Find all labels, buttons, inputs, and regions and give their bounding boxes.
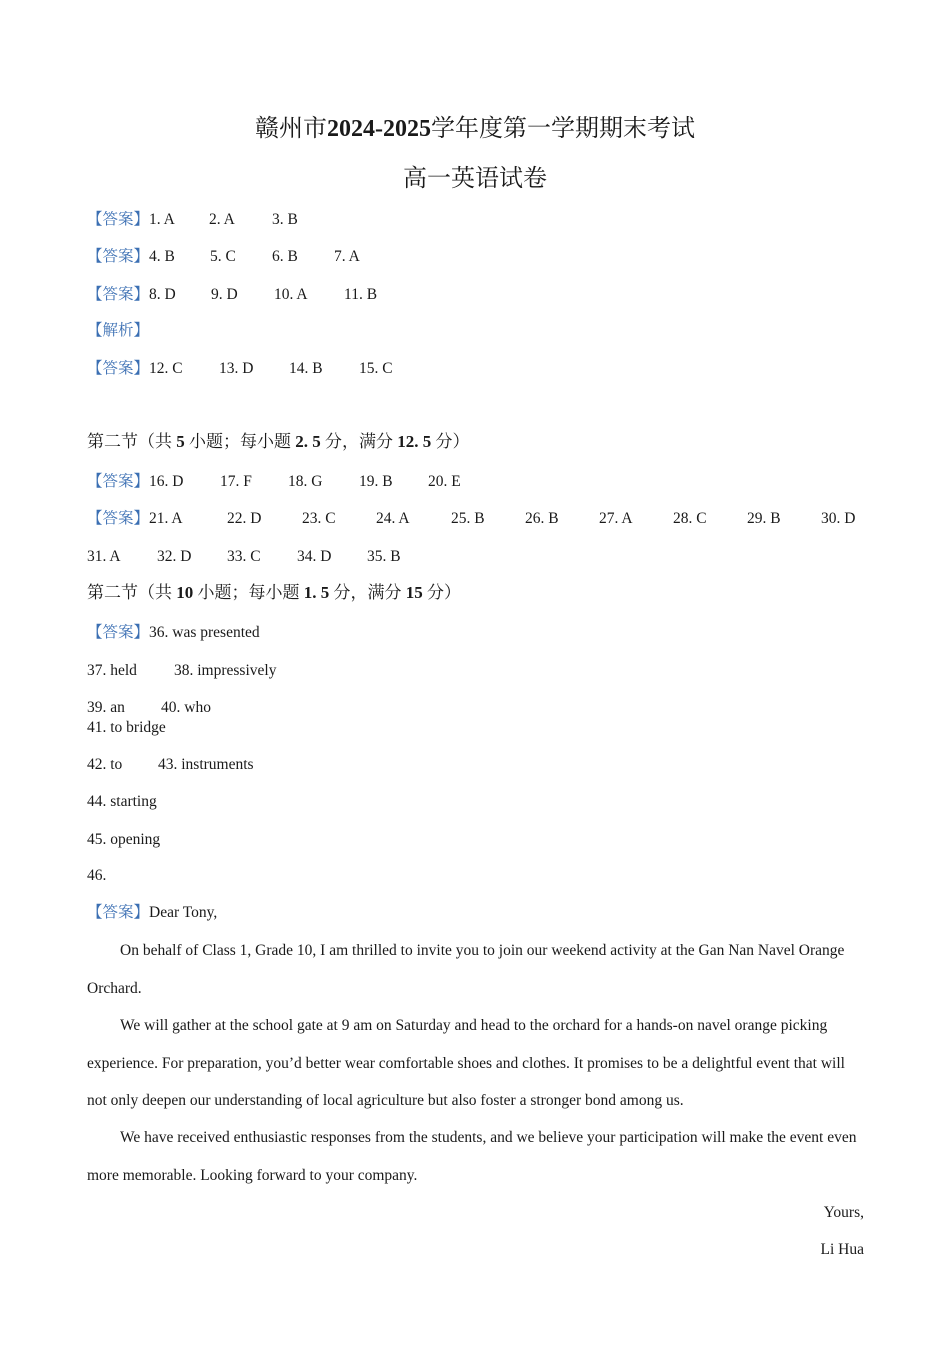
- answer-tag: 【答案】: [87, 510, 150, 527]
- answer-item: 28. C: [673, 510, 707, 527]
- fill-row-39: [87, 698, 211, 718]
- answer-item: 21. A: [149, 510, 183, 527]
- answer-item: 8. D: [149, 286, 176, 303]
- answer-item: 36. was presented: [149, 624, 260, 641]
- letter-paragraph-3: We have received enthusiastic responses from the students, and we believe your participation will make the event even more memorable. Looking forward to your company.: [87, 1129, 857, 1184]
- answer-item: 9. D: [211, 286, 238, 303]
- answer-item: 18. G: [288, 473, 323, 490]
- fill-row-45: [87, 830, 160, 850]
- answer-item: 6. B: [272, 248, 298, 265]
- answer-item: 42. to: [87, 756, 123, 773]
- answer-tag: 【答案】: [87, 360, 150, 377]
- answer-item: 46.: [87, 867, 107, 884]
- answer-item: 45. opening: [87, 831, 161, 848]
- answer-item: 7. A: [334, 248, 360, 265]
- letter-paragraph-1: On behalf of Class 1, Grade 10, I am thrilled to invite you to join our weekend activity at the Gan Nan Navel Orange Orchard.: [87, 942, 845, 997]
- answer-item: 25. B: [451, 510, 485, 527]
- answer-row-6: [87, 509, 855, 529]
- answer-item: 11. B: [344, 286, 378, 303]
- section-heading-a: 第二节（共 5 小题；每小题 2. 5 分，满分 12. 5 分）: [87, 432, 470, 451]
- answer-tag: 【答案】: [87, 211, 150, 228]
- answer-item: 4. B: [149, 248, 175, 265]
- answer-item: 2. A: [209, 211, 235, 228]
- answer-item: 30. D: [821, 510, 856, 527]
- answer-tag: 【答案】: [87, 624, 150, 641]
- fill-row-37: [87, 661, 276, 681]
- letter-greeting: 【答案】Dear Tony,: [87, 904, 218, 921]
- answer-item: 16. D: [149, 473, 184, 490]
- answer-item: 37. held: [87, 662, 137, 679]
- answer-row-7: [87, 547, 401, 567]
- answer-item: 44. starting: [87, 793, 157, 810]
- letter-signature: Li Hua: [820, 1241, 864, 1258]
- answer-tag: 【答案】: [87, 286, 150, 303]
- answer-item: 12. C: [149, 360, 183, 377]
- page-title: 赣州市2024-2025学年度第一学期期末考试: [255, 116, 695, 142]
- answer-row-1: [87, 210, 298, 230]
- answer-row-2: [87, 247, 360, 267]
- answer-item: 13. D: [219, 360, 254, 377]
- fill-row-44: [87, 792, 157, 812]
- answer-item: 29. B: [747, 510, 781, 527]
- answer-item: 43. instruments: [158, 756, 254, 773]
- answer-item: 17. F: [220, 473, 252, 490]
- answer-item: 5. C: [210, 248, 236, 265]
- fill-row-41: [87, 718, 166, 738]
- section-heading-b: 第二节（共 10 小题；每小题 1. 5 分，满分 15 分）: [87, 583, 461, 602]
- answer-item: 39. an: [87, 699, 125, 716]
- letter-closing: Yours,: [823, 1204, 864, 1221]
- answer-item: 22. D: [227, 510, 262, 527]
- answer-row-3: [87, 285, 377, 305]
- analysis-row: [87, 321, 149, 341]
- answer-item: 38. impressively: [174, 662, 277, 679]
- answer-item: 10. A: [274, 286, 308, 303]
- answer-item: 33. C: [227, 548, 261, 565]
- page-subtitle: 高一英语试卷: [403, 166, 547, 192]
- answer-item: 15. C: [359, 360, 393, 377]
- answer-item: 23. C: [302, 510, 336, 527]
- fill-row-36: [87, 623, 260, 643]
- answer-row-5: [87, 472, 461, 492]
- answer-item: 41. to bridge: [87, 719, 166, 736]
- letter-paragraph-2: We will gather at the school gate at 9 am on Saturday and head to the orchard for a hands-on navel orange picking experience. For preparation, you’d better wear comfortable shoes and clothes. It promises to be a delightful event that will not only deepen our understanding of local agriculture but also foster a stronger bond among us.: [87, 1017, 845, 1109]
- answer-item: 3. B: [272, 211, 298, 228]
- answer-item: 27. A: [599, 510, 633, 527]
- answer-item: 32. D: [157, 548, 192, 565]
- analysis-tag: 【解析】: [87, 322, 150, 339]
- answer-tag: 【答案】: [87, 248, 150, 265]
- answer-item: 14. B: [289, 360, 323, 377]
- answer-item: 31. A: [87, 548, 121, 565]
- answer-item: 20. E: [428, 473, 461, 490]
- answer-item: 35. B: [367, 548, 401, 565]
- answer-tag: 【答案】: [87, 904, 150, 921]
- answer-row-4: [87, 359, 393, 379]
- fill-row-42: [87, 755, 254, 775]
- answer-item: 19. B: [359, 473, 393, 490]
- answer-item: 34. D: [297, 548, 332, 565]
- answer-tag: 【答案】: [87, 473, 150, 490]
- fill-row-46: [87, 866, 106, 886]
- answer-item: 26. B: [525, 510, 559, 527]
- answer-item: 24. A: [376, 510, 410, 527]
- answer-item: 1. A: [149, 211, 175, 228]
- answer-item: 40. who: [161, 699, 211, 716]
